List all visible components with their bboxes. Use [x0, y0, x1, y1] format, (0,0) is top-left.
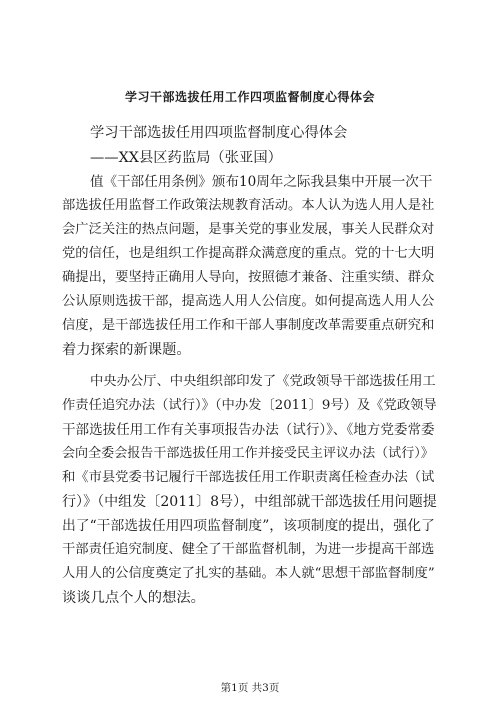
paragraph-2-line: 和《市县党委书记履行干部选拔任用工作职责离任检查办法（试: [62, 470, 435, 485]
paragraph-1-line: 会广泛关注的热点问题，是事关党的事业发展，事关人民群众对: [62, 222, 435, 237]
document-title: 学习干部选拔任用工作四项监督制度心得体会: [124, 90, 375, 104]
paragraph-1-line: 值《干部任用条例》颁布10周年之际我县集中开展一次干: [90, 174, 433, 190]
paragraph-1-line: 着力探索的新课题。: [62, 342, 191, 358]
paragraph-1-line: 信度，是干部选拔任用工作和干部人事制度改革需要重点研究和: [62, 318, 435, 333]
document-subtitle: 学习干部选拔任用四项监督制度心得体会: [90, 125, 348, 141]
paragraph-2-line: 人用人的公信度奠定了扎实的基础。本人就“思想干部监督制度”: [62, 566, 435, 581]
paragraph-2-line: 行）》（中组发〔2011〕8号），中组部就干部选拔任用问题提: [62, 494, 437, 510]
paragraph-2-line: 谈谈几点个人的想法。: [62, 590, 205, 606]
paragraph-2-line: 会向全委会报告干部选拔任用工作并接受民主评议办法（试行）》: [62, 446, 434, 461]
paragraph-2-line: 中央办公厅、中央组织部印发了《党政领导干部选拔任用工: [90, 374, 436, 389]
paragraph-1-line: 确提出，要坚持正确用人导向，按照德才兼备、注重实绩、群众: [62, 270, 435, 285]
paragraph-2-line: 出了“干部选拔任用四项监督制度”，该项制度的提出，强化了: [62, 518, 435, 534]
paragraph-2-line: 干部责任追究制度、健全了干部监督机制，为进一步提高干部选: [62, 542, 435, 557]
paragraph-1-line: 党的信任，也是组织工作提高群众满意度的重点。党的十七大明: [62, 246, 435, 261]
document-byline: ——XX县区药监局（张亚国）: [90, 150, 282, 166]
paragraph-2-line: 干部选拔任用工作有关事项报告办法（试行）》、《地方党委常委: [62, 422, 435, 438]
paragraph-1-line: 公认原则选拔干部，提高选人用人公信度。如何提高选人用人公: [62, 294, 435, 309]
paragraph-2-line: 作责任追究办法（试行）》（中办发〔2011〕9号）及《党政领导: [62, 398, 437, 413]
page-footer: 第1页 共3页: [220, 682, 280, 694]
paragraph-1-line: 部选拔任用监督工作政策法规教育活动。本人认为选人用人是社: [62, 198, 435, 213]
